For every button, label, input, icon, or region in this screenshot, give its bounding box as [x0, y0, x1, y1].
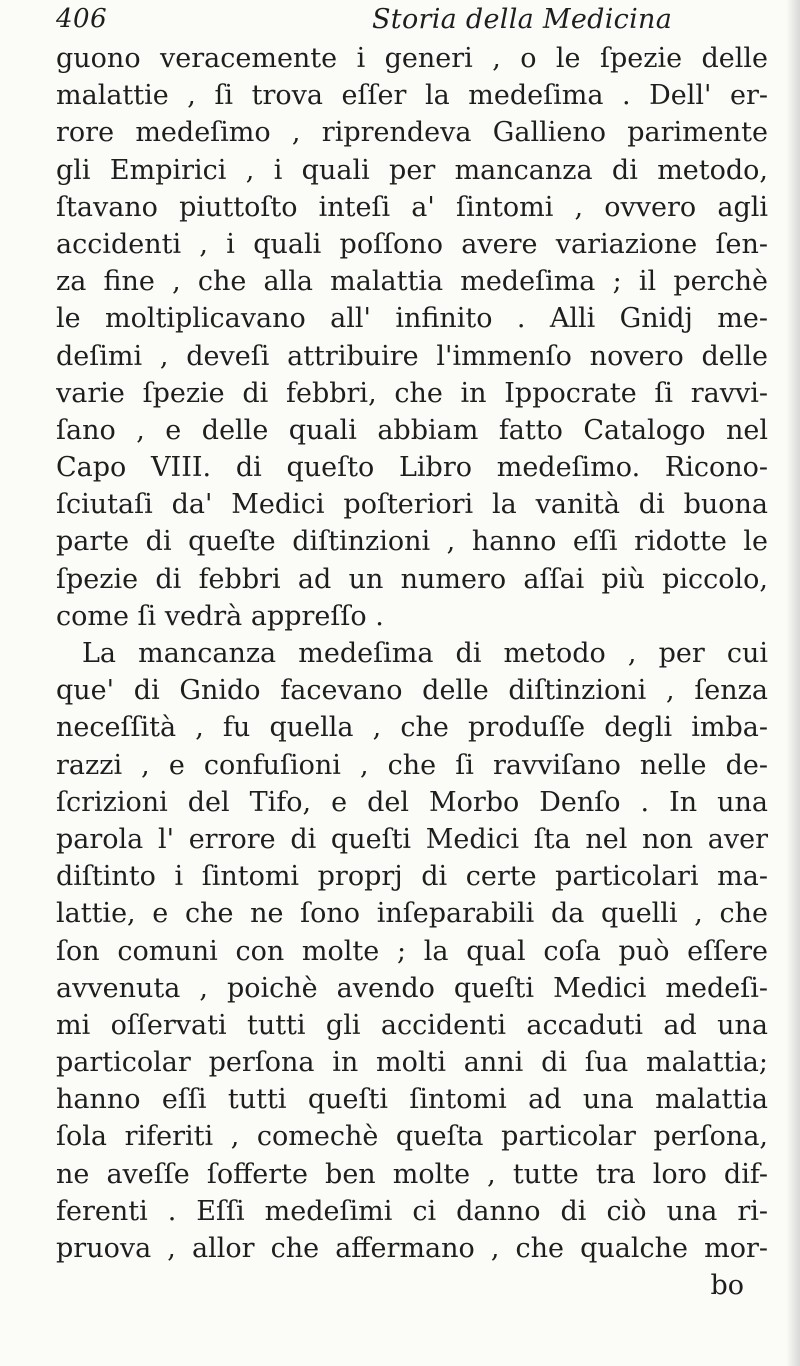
page-number: 406 [56, 4, 108, 34]
text-line: malattie , ſi trova eſſer la medeſima . Dell' er- [56, 80, 768, 112]
text-line: accidenti , i quali poſſono avere variazione ſen- [56, 228, 768, 260]
text-line: lattie, e che ne ſono inſeparabili da quelli , che [56, 898, 768, 930]
text-line: razzi , e confuſioni , che ſi ravviſano nelle de- [56, 749, 768, 781]
text-line: guono veracemente i generi , o le ſpezie delle [56, 43, 768, 74]
catchword: bo [710, 1270, 744, 1302]
paragraph-end-line: come ſi vedrà appreſſo . [56, 600, 384, 632]
text-line: ſon comuni con molte ; la qual coſa può eſſere [56, 935, 768, 967]
text-line: que' di Gnido facevano delle diſtinzioni , ſenza [56, 675, 768, 707]
text-line: ſciutaſi da' Medici poſteriori la vanità di buona [56, 489, 768, 521]
text-line: particolar perſona in molti anni di ſua malattia; [56, 1047, 768, 1079]
text-line: parte di queſte diſtinzioni , hanno eſſi ridotte le [56, 526, 768, 558]
page-edge-shadow [786, 0, 800, 1366]
text-line: ferenti . Eſſi medeſimi ci danno di ciò una ri- [56, 1195, 768, 1227]
text-line: Capo VIII. di queſto Libro medeſimo. Ricono- [56, 452, 768, 484]
paragraph-start-line: La mancanza medeſima di metodo , per cui [82, 638, 768, 669]
body-text [56, 40, 768, 1304]
text-line: varie ſpezie di febbri, che in Ippocrate ſi ravvi- [56, 377, 768, 409]
page-header [56, 4, 756, 44]
running-title: Storia della Medicina [372, 4, 673, 35]
text-line: diſtinto i ſintomi proprj di certe particolari ma- [56, 861, 768, 893]
text-line: pruova , allor che affermano , che qualche mor- [56, 1233, 768, 1264]
text-line: parola l' errore di queſti Medici ſta nel non aver [56, 823, 768, 855]
text-line: rore medeſimo , riprendeva Gallieno parimente [56, 117, 768, 149]
text-line: hanno eſſi tutti queſti ſintomi ad una malattia [56, 1084, 768, 1116]
text-line: ſano , e delle quali abbiam fatto Catalogo nel [56, 414, 768, 446]
text-line: avvenuta , poichè avendo queſti Medici medeſi- [56, 972, 768, 1004]
text-line: ſtavano piuttoſto inteſi a' ſintomi , ovvero agli [56, 191, 768, 223]
text-line: ſola riferiti , comechè queſta particolar perſona, [56, 1121, 768, 1153]
text-line: le moltiplicavano all' infinito . Alli Gnidj me- [56, 303, 768, 335]
text-line: gli Empirici , i quali per mancanza di metodo, [56, 154, 768, 186]
text-line: za fine , che alla malattia medeſima ; il perchè [56, 266, 768, 298]
text-line: deſimi , deveſi attribuire l'immenſo novero delle [56, 340, 768, 372]
text-line: ſpezie di febbri ad un numero aſſai più piccolo, [56, 563, 768, 595]
text-line: ſcrizioni del Tifo, e del Morbo Denſo . In una [56, 786, 768, 818]
text-line: mi oſſervati tutti gli accidenti accaduti ad una [56, 1009, 768, 1041]
text-line: neceſſità , fu quella , che produſſe degli imba- [56, 712, 768, 744]
text-line: ne aveſſe ſofferte ben molte , tutte tra loro dif- [56, 1158, 768, 1190]
